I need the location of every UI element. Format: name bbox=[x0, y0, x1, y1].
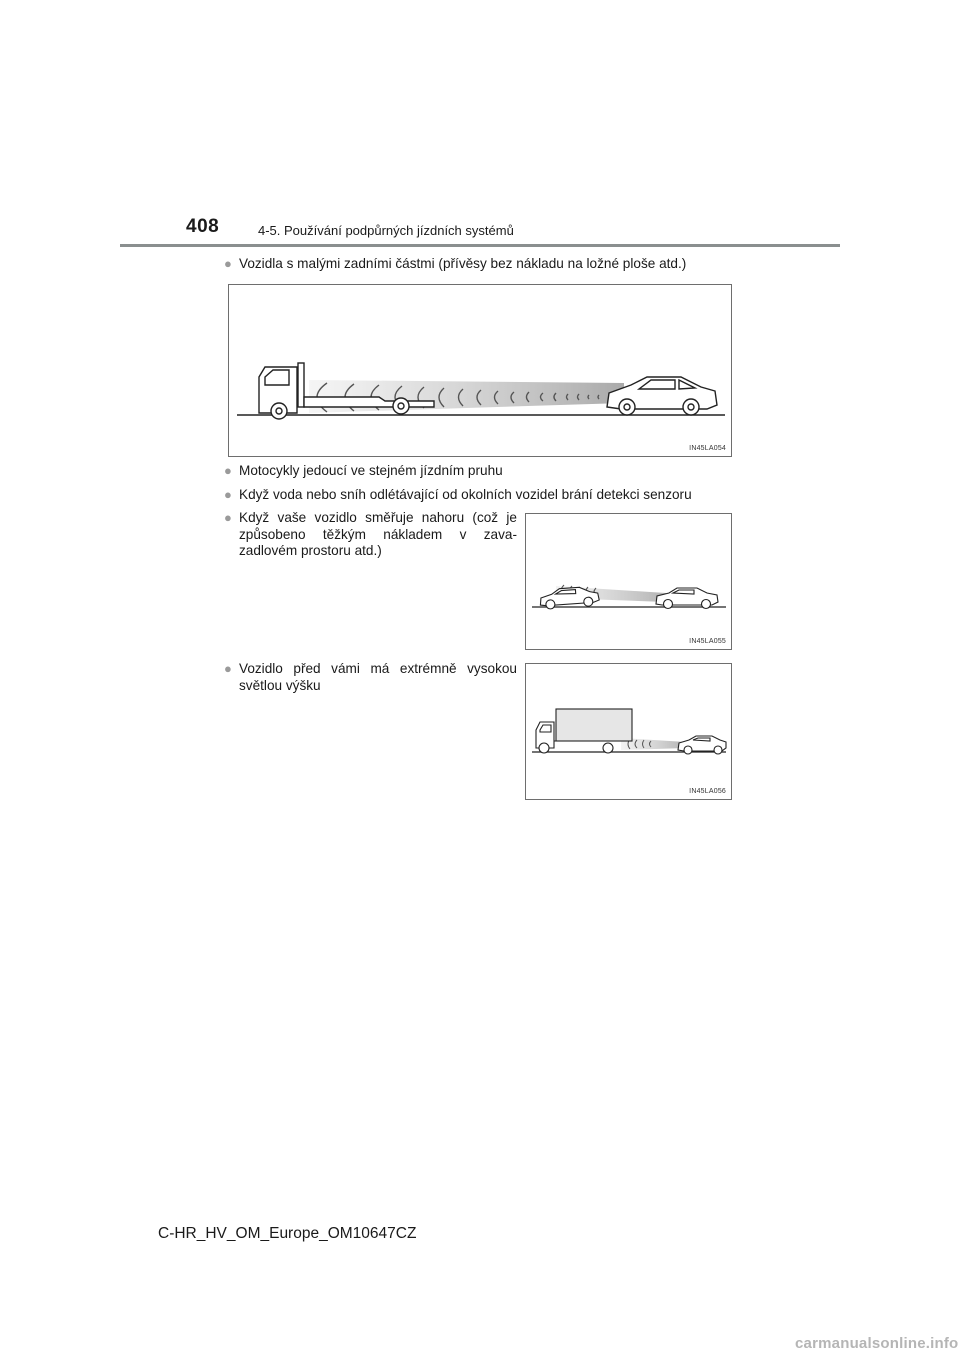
bullet-item-4 bbox=[224, 510, 517, 560]
bullet-dot-icon: ● bbox=[224, 661, 232, 676]
bullet-text: Když voda nebo sníh odlétávající od okolních vozidel brání detekci senzoru bbox=[239, 487, 692, 502]
figure-id: IN45LA054 bbox=[689, 445, 726, 452]
page-number: 408 bbox=[186, 216, 220, 237]
box-truck-illustration bbox=[526, 664, 731, 799]
section-title: 4-5. Používání podpůrných jízdních systémů bbox=[258, 223, 514, 238]
bullet-text: Vozidlo před vámi má extrémně vysokou světlou výšku bbox=[239, 661, 517, 693]
trailer-truck-illustration bbox=[229, 285, 731, 456]
bullet-text: Motocykly jedoucí ve stejném jízdním pruhu bbox=[239, 463, 503, 478]
watermark: carmanualsonline.info bbox=[795, 1335, 959, 1352]
bullet-item-2 bbox=[224, 463, 503, 480]
header-divider bbox=[120, 244, 840, 247]
two-sedans-illustration bbox=[526, 514, 731, 649]
bullet-item-5 bbox=[224, 661, 517, 694]
bullet-item-3 bbox=[224, 487, 692, 504]
bullet-item-1 bbox=[224, 256, 686, 273]
bullet-text: Vozidla s malými zadními částmi (přívěsy bez nákladu na ložné ploše atd.) bbox=[239, 256, 687, 271]
bullet-dot-icon: ● bbox=[224, 463, 232, 478]
document-code: C-HR_HV_OM_Europe_OM10647CZ bbox=[158, 1225, 417, 1242]
figure-id: IN45LA056 bbox=[689, 788, 726, 795]
figure-id: IN45LA055 bbox=[689, 638, 726, 645]
bullet-dot-icon: ● bbox=[224, 487, 232, 502]
bullet-dot-icon: ● bbox=[224, 256, 232, 271]
bullet-text: Když vaše vozidlo směřuje nahoru (což je způsobeno těžkým nákladem v zava-zadlovém prostoru atd.) bbox=[239, 510, 517, 558]
figure-two-sedans bbox=[525, 513, 732, 650]
figure-trailer-truck bbox=[228, 284, 732, 457]
bullet-dot-icon: ● bbox=[224, 510, 232, 525]
figure-box-truck bbox=[525, 663, 732, 800]
